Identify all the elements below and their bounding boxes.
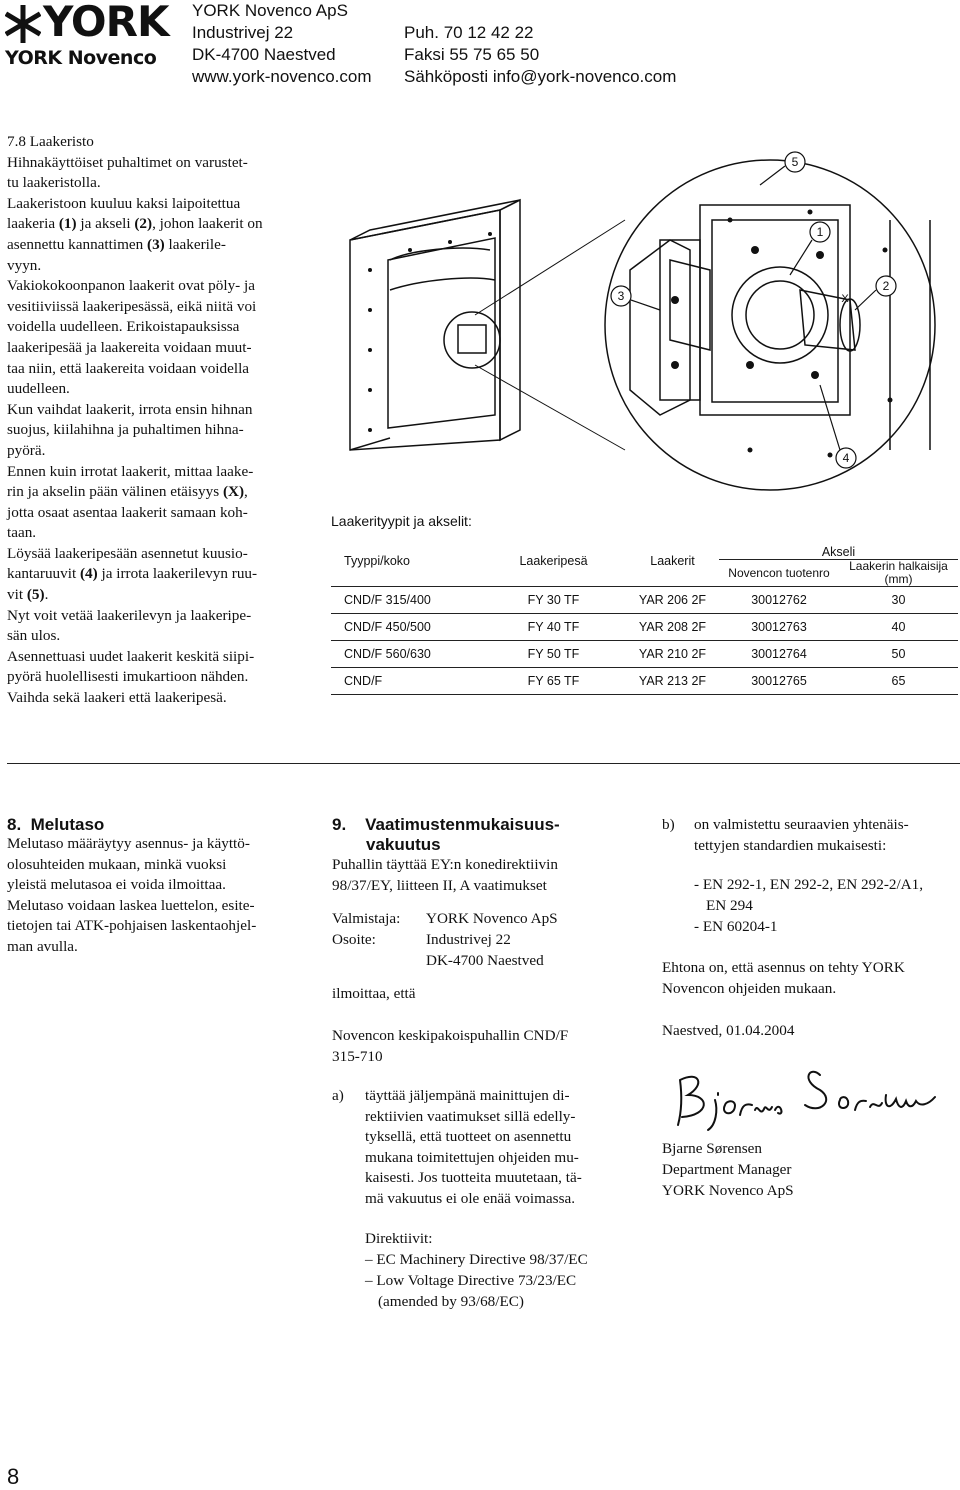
svg-text:1: 1 — [816, 225, 824, 239]
handwritten-signature — [660, 1055, 960, 1135]
col-product-no-header: Novencon tuotenro — [719, 560, 839, 587]
signer-company: YORK Novenco ApS — [662, 1182, 794, 1199]
table-row — [331, 668, 958, 695]
item-b-label: b) — [662, 816, 675, 833]
text-line: asennettu kannattimen (3) laakerile- — [7, 235, 226, 253]
noise-heading: 8. Melutaso — [7, 815, 105, 834]
svg-text:3: 3 — [617, 289, 625, 303]
table-cell: 30012764 — [719, 641, 839, 668]
signer-name: Bjarne Sørensen — [662, 1140, 762, 1157]
standards-line-3: - EN 60204-1 — [694, 918, 778, 935]
table-cell: CND/F — [331, 668, 481, 695]
table-title: Laakerityypit ja akselit: — [331, 513, 472, 529]
text-line: taa niin, että laakereita voidaan voidella — [7, 359, 250, 377]
page-number: 8 — [7, 1464, 20, 1489]
text-line: Vaihda sekä laakeri että laakeripesä. — [7, 689, 227, 707]
product-text: Novencon keskipakoispuhallin CND/F 315-710 — [332, 1027, 569, 1065]
logo-subtitle: YORK Novenco — [5, 47, 157, 69]
item-b-text: on valmistettu seuraavien yhtenäis- tettyjen standardien mukaisesti: — [694, 816, 909, 854]
text-line: vit (5). — [7, 586, 49, 604]
table-cell: YAR 206 2F — [626, 587, 719, 614]
table-row — [331, 587, 958, 614]
col-bearings-header: Laakerit — [650, 553, 695, 568]
conformity-heading: 9. Vaatimustenmukaisuus- vakuutus — [332, 815, 560, 854]
manufacturer-label: Valmistaja: — [332, 910, 401, 927]
table-cell: FY 40 TF — [481, 614, 626, 641]
table-cell: 65 — [839, 668, 958, 695]
item-a-label: a) — [332, 1087, 344, 1104]
condition-text: Ehtona on, että asennus on tehty YORK Novencon ohjeiden mukaan. — [662, 959, 905, 997]
text-line: rin ja akselin pään välinen etäisyys (X), — [7, 483, 248, 501]
text-line: yleistä melutasoa ei voida ilmoittaa. — [7, 876, 226, 894]
bearings-section — [7, 132, 327, 709]
table-cell: 50 — [839, 641, 958, 668]
place-date: Naestved, 01.04.2004 — [662, 1022, 795, 1039]
directives-title: Direktiivit: — [365, 1230, 433, 1247]
manufacturer-name: YORK Novenco ApS — [426, 910, 558, 927]
bearing-table — [331, 535, 958, 695]
col-diameter-header: Laakerin halkaisija (mm) — [839, 560, 958, 587]
york-logo — [5, 0, 169, 73]
text-line: tyksellä, että tuotteet on asennettu — [365, 1128, 572, 1146]
text-line: voidella uudelleen. Erikoistapauksissa — [7, 318, 240, 336]
table-cell: YAR 208 2F — [626, 614, 719, 641]
text-line: mä vakuutus ei ole enää voimassa. — [365, 1189, 576, 1207]
table-cell: CND/F 315/400 — [331, 587, 481, 614]
text-line: täyttää jäljempänä mainittujen di- — [365, 1087, 570, 1104]
company-phone: Puh. 70 12 42 22 — [404, 23, 534, 42]
table-cell: 30 — [839, 587, 958, 614]
text-line: taan. — [7, 524, 37, 542]
text-line: laakeria (1) ja akseli (2), johon laakerit on — [7, 215, 263, 233]
snowflake-icon — [5, 5, 41, 43]
text-line: kaisesti. Jos tuotteita muutetaan, tä- — [365, 1169, 582, 1187]
declares-text: ilmoittaa, että — [332, 985, 416, 1002]
company-contact — [404, 22, 676, 88]
directive-amended: (amended by 93/68/EC) — [378, 1293, 524, 1310]
address-line-1: Industrivej 22 — [426, 931, 511, 948]
text-line: Kun vaihdat laakerit, irrota ensin hihnan — [7, 400, 253, 418]
callout-5 — [760, 152, 805, 185]
table-cell: 30012763 — [719, 614, 839, 641]
directive-low-voltage: – Low Voltage Directive 73/23/EC — [365, 1272, 577, 1289]
text-line: uudelleen. — [7, 380, 70, 398]
company-city: DK-4700 Naestved — [192, 45, 336, 64]
svg-text:4: 4 — [842, 451, 850, 465]
directive-machinery: – EC Machinery Directive 98/37/EC — [365, 1251, 588, 1268]
text-line: Löysää laakeripesään asennetut kuusio- — [7, 544, 248, 562]
table-cell: FY 50 TF — [481, 641, 626, 668]
text-line: Hihnakäyttöiset puhaltimet on varustet- — [7, 153, 248, 171]
standards-line-1: - EN 292-1, EN 292-2, EN 292-2/A1, — [694, 876, 924, 893]
bearings-text — [7, 153, 327, 709]
text-line: man avulla. — [7, 937, 78, 955]
logo-wordmark: YORK — [43, 0, 169, 46]
table-cell: YAR 210 2F — [626, 641, 719, 668]
table-cell: FY 65 TF — [481, 668, 626, 695]
standards-line-2: EN 294 — [706, 897, 753, 914]
signer-title: Department Manager — [662, 1161, 792, 1178]
col-type-header: Tyyppi/koko — [344, 553, 411, 568]
company-web[interactable]: www.york-novenco.com — [192, 67, 372, 86]
item-a-text — [365, 1086, 645, 1210]
company-name: YORK Novenco ApS — [192, 1, 348, 20]
text-line: olosuhteiden mukaan, minkä vuoksi — [7, 855, 227, 873]
callout-3 — [611, 286, 660, 310]
company-email[interactable]: Sähköposti info@york-novenco.com — [404, 67, 677, 86]
text-line: vesitiiviissä laakeripesässä, eikä niitä voi — [7, 297, 257, 315]
text-line: kantaruuvit (4) ja irrota laakerilevyn ruu- — [7, 565, 258, 583]
col-housing-header: Laakeripesä — [519, 553, 588, 568]
table-cell: 30012762 — [719, 587, 839, 614]
text-line: vyyn. — [7, 256, 42, 274]
col-shaft-group: Akseli — [821, 545, 856, 559]
company-street: Industrivej 22 — [192, 23, 294, 42]
callout-1 — [790, 222, 830, 275]
text-line: Vakiokokoonpanon laakerit ovat pöly- ja — [7, 277, 255, 295]
text-line: Nyt voit vetää laakerilevyn ja laakeripe- — [7, 606, 252, 624]
section-divider — [7, 763, 960, 764]
section-heading: 7.8 Laakeristo — [7, 133, 94, 150]
address-label: Osoite: — [332, 931, 376, 948]
text-line: sän ulos. — [7, 627, 61, 645]
text-line: pyörä huolellisesti imukartioon nähden. — [7, 668, 249, 686]
company-address — [192, 0, 372, 88]
text-line: Melutaso voidaan laskea luettelon, esite- — [7, 896, 255, 914]
text-line: tu laakeristolla. — [7, 174, 101, 192]
table-cell: 30012765 — [719, 668, 839, 695]
bearing-assembly-figure — [330, 150, 960, 500]
text-line: rektiivien vaatimukset sillä edelly- — [365, 1107, 576, 1125]
company-fax: Faksi 55 75 65 50 — [404, 45, 540, 64]
table-row — [331, 641, 958, 668]
text-line: Asennettuasi uudet laakerit keskitä siipi- — [7, 647, 255, 665]
svg-text:2: 2 — [882, 279, 890, 293]
svg-text:5: 5 — [791, 155, 799, 169]
dimension-x-label: X — [841, 293, 849, 305]
text-line: tietojen tai ATK-pohjaisen laskentaohjel- — [7, 917, 257, 935]
table-cell: CND/F 560/630 — [331, 641, 481, 668]
table-cell: CND/F 450/500 — [331, 614, 481, 641]
text-line: Melutaso määräytyy asennus- ja käyttö- — [7, 835, 250, 852]
text-line: mukana toimitettujen ohjeiden mu- — [365, 1148, 579, 1166]
table-cell: YAR 213 2F — [626, 668, 719, 695]
housing-front — [350, 210, 500, 450]
address-line-2: DK-4700 Naestved — [426, 952, 544, 969]
text-line: pyörä. — [7, 441, 46, 459]
table-cell: FY 30 TF — [481, 587, 626, 614]
text-line: jotta osaat asentaa laakerit samaan koh- — [7, 503, 248, 521]
text-line: Laakeristoon kuuluu kaksi laipoitettua — [7, 194, 241, 212]
detail-circle — [605, 160, 935, 490]
table-cell: 40 — [839, 614, 958, 641]
text-line: laakeripesää ja laakereita voidaan muut- — [7, 338, 252, 356]
table-row — [331, 614, 958, 641]
noise-text — [7, 834, 317, 958]
text-line: Ennen kuin irrotat laakerit, mittaa laake- — [7, 462, 254, 480]
text-line: suojus, kiilahihna ja puhaltimen hihna- — [7, 421, 244, 439]
conformity-intro: Puhallin täyttää EY:n konedirektiivin 98/37/EY, liitteen II, A vaatimukset — [332, 856, 558, 894]
